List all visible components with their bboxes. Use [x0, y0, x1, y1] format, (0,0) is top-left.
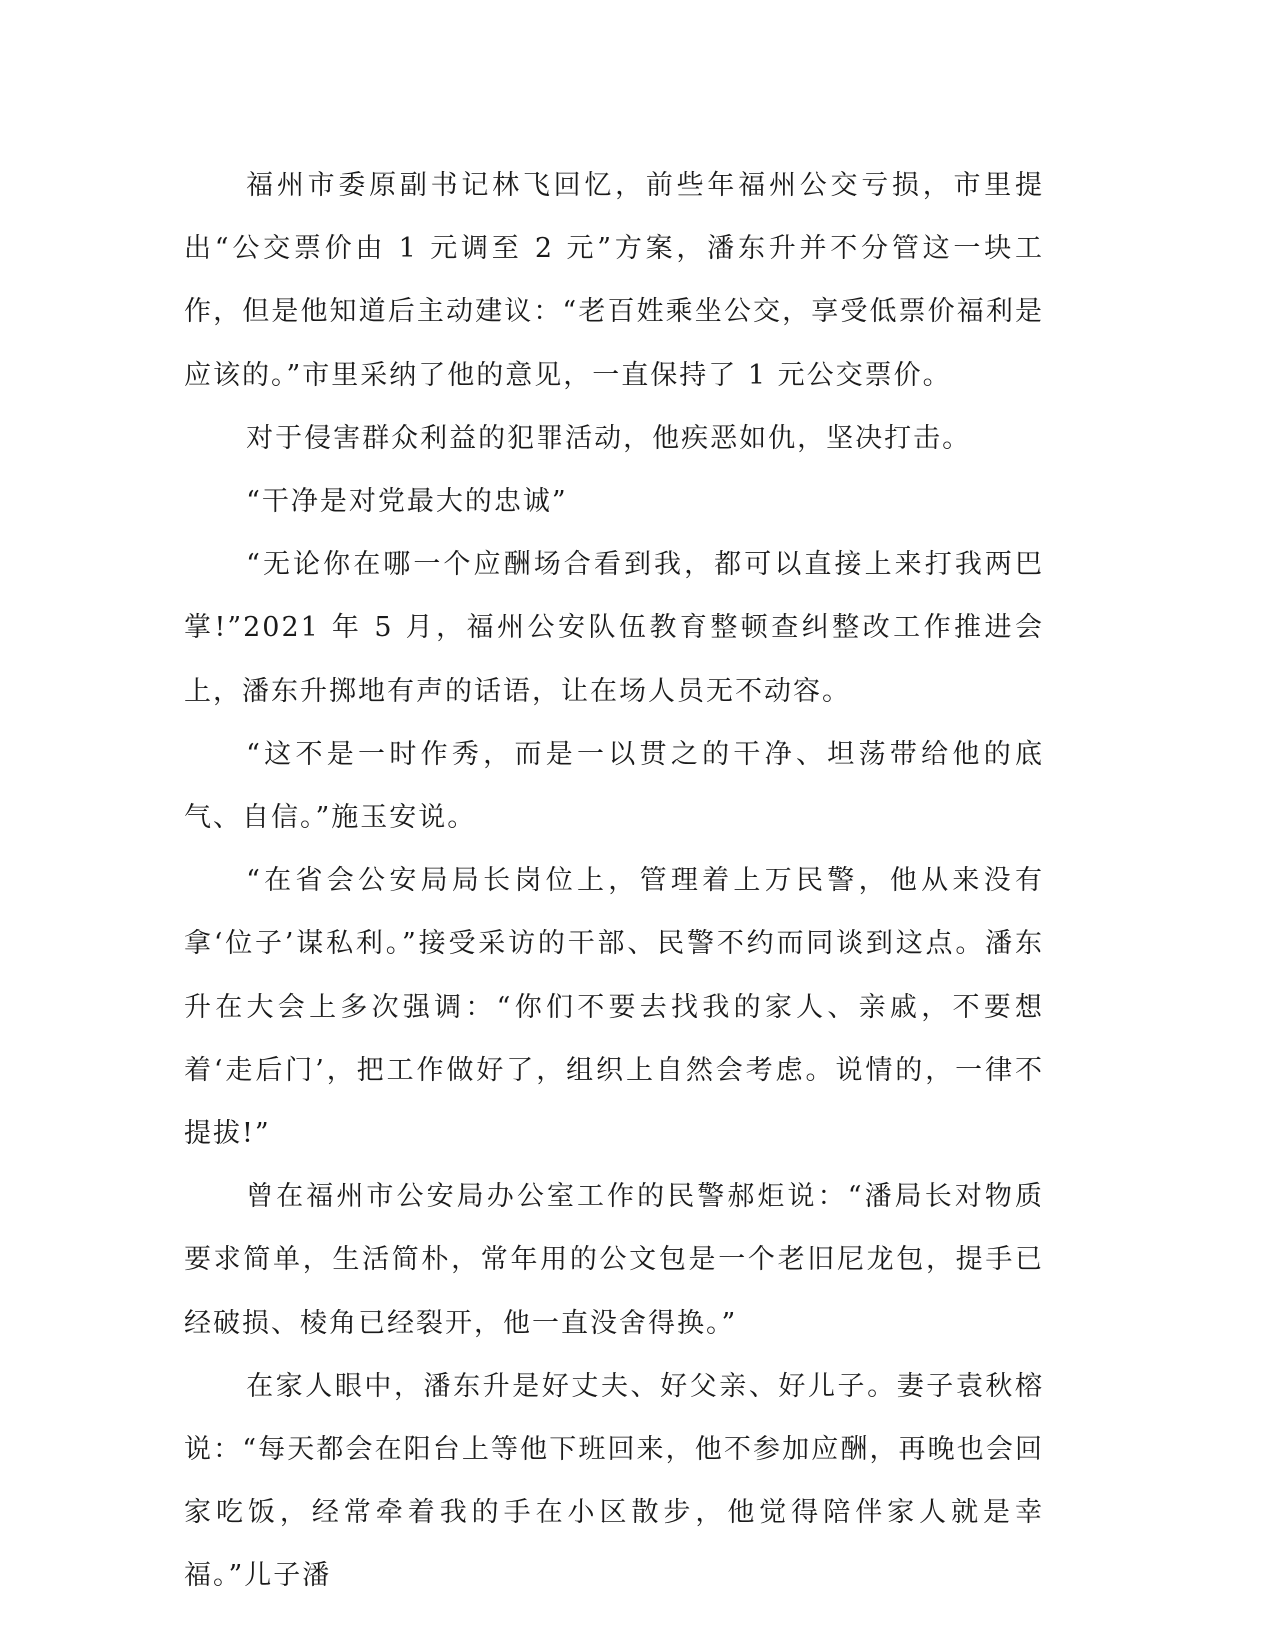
paragraph-crime-fight: 对于侵害群众利益的犯罪活动，他疾恶如仇，坚决打击。: [246, 422, 972, 454]
paragraph-briefcase: 曾在福州市公安局办公室工作的民警郝炬说：“潘局长对物质要求简单，生活简朴，常年用的公文包是一个老旧尼龙包，提手已经破损、棱角已经裂开，他一直没舍得换。”: [184, 1181, 1044, 1339]
paragraph-meeting-quote: “无论你在哪一个应酬场合看到我，都可以直接上来打我两巴掌!”2021 年 5 月，福州公安队伍教育整顿查纠整改工作推进会上，潘东升掷地有声的话语，让在场人员无不动容。: [184, 549, 1044, 707]
paragraph-family: 在家人眼中，潘东升是好丈夫、好父亲、好儿子。妻子袁秋榕说：“每天都会在阳台上等他下班回来，他不参加应酬，再晚也会回家吃饭，经常牵着我的手在小区散步，他觉得陪伴家人就是幸福。”儿子潘: [184, 1370, 1044, 1592]
paragraph-shi-yuan-quote: “这不是一时作秀，而是一以贯之的干净、坦荡带给他的底气、自信。”施玉安说。: [184, 738, 1044, 834]
article-body: [184, 154, 1044, 1608]
paragraph-no-favors: “在省会公安局局长岗位上，管理着上万民警，他从来没有拿‘位子’谋私利。”接受采访的干部、民警不约而同谈到这点。潘东升在大会上多次强调：“你们不要去找我的家人、亲戚，不要想着‘走后门’，把工作做好了，组织上自然会考虑。说情的，一律不提拔!”: [184, 865, 1044, 1150]
paragraph-bus-fare: 福州市委原副书记林飞回忆，前些年福州公交亏损，市里提出“公交票价由 1 元调至 2 元”方案，潘东升并不分管这一块工作，但是他知道后主动建议：“老百姓乘坐公交，享受低票价福利是应该的。”市里采纳了他的意见，一直保持了 1 元公交票价。: [184, 170, 1044, 391]
section-heading-loyalty: “干净是对党最大的忠诚”: [246, 486, 568, 518]
